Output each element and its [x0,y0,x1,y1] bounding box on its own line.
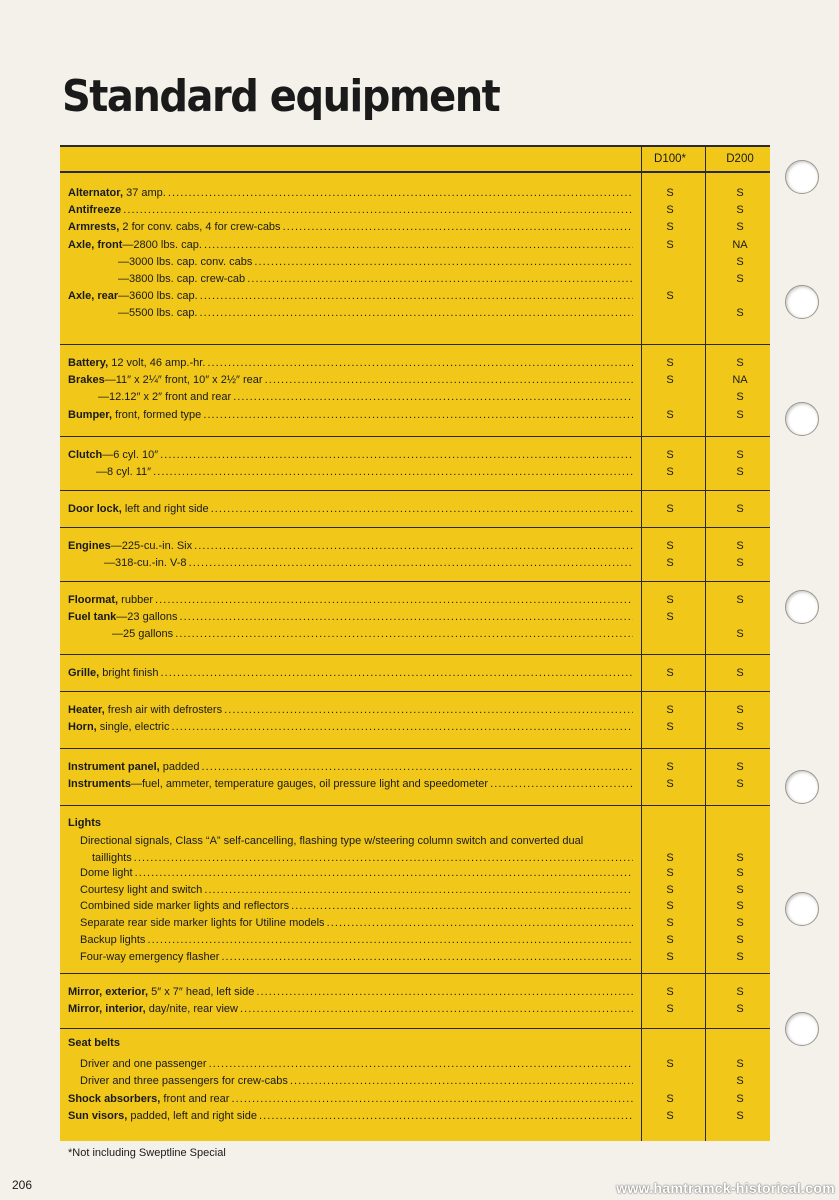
page-number: 206 [12,1178,33,1192]
table-row [60,609,770,626]
table-section [60,437,770,491]
row-text: front and rear [160,1092,230,1105]
d200-value: NA [732,374,748,387]
row-description [68,702,633,719]
row-lead: Armrests, [68,221,120,234]
table-row [60,759,770,776]
row-description [80,1073,633,1090]
row-description [68,372,633,389]
d200-value: S [736,1092,744,1105]
table-row [60,271,770,288]
row-description [104,555,633,572]
d100-value: S [666,290,674,303]
d200-value: S [736,307,744,320]
d200-value: S [736,503,744,515]
row-description [68,665,633,682]
d100-value: S [666,594,674,606]
row-description [68,759,633,776]
table-row [60,592,770,609]
row-text: —25 gallons [112,628,174,641]
footnote: *Not including Sweptline Special [68,1147,226,1159]
binder-hole [785,285,819,319]
row-text: taillights [92,852,132,864]
row-lead: Heater, [68,704,105,716]
table-row [60,447,770,464]
row-description [68,609,633,626]
table-row [60,372,770,389]
row-lead: Battery, [68,357,109,369]
d200-value: S [736,408,744,421]
row-lead: Alternator, [68,187,124,199]
binder-hole [785,590,819,624]
d100-value: S [666,357,674,369]
table-section [60,582,770,655]
d200-value: S [736,1075,744,1088]
row-text: 2 for conv. cabs, 4 for crew-cabs [119,221,281,234]
d200-value: S [736,900,744,912]
row-description [118,271,633,288]
d200-value: S [736,761,744,773]
row-text: —6 cyl. 10″ [102,449,159,461]
d100-value: S [666,778,674,791]
table-row [60,355,770,372]
row-text: Driver and one passenger [80,1058,207,1071]
row-description [118,254,633,271]
d200-value: S [736,466,744,479]
column-divider [641,145,642,1141]
row-text: Directional signals, Class “A” self-cancelling, flashing type w/steering column switch and converted dual [80,835,584,847]
table-row [60,1073,770,1090]
d100-value: S [666,466,674,479]
row-description [68,776,633,793]
row-text: fresh air with defrosters [104,704,223,716]
table-row [60,665,770,682]
table-row [60,898,770,915]
row-description [118,305,633,322]
table-row [60,702,770,719]
row-text: —2800 lbs. cap. [122,238,202,251]
row-text: —fuel, ammeter, temperature gauges, oil pressure light and speedometer [130,778,489,791]
row-description [80,833,633,850]
d100-value: S [666,221,674,234]
d200-value: NA [732,238,748,251]
row-text: Separate rear side marker lights for Utiline models [80,917,325,929]
table-row [60,202,770,219]
table-row [60,555,770,572]
row-description [68,1035,633,1052]
row-description [98,389,633,406]
row-text: —3800 lbs. cap. crew-cab [118,273,246,285]
row-lead: Instruments [68,778,131,791]
table-row [60,237,770,254]
d200-value: S [736,917,744,929]
d200-value: S [736,449,744,461]
row-text: padded, left and right side [127,1109,257,1122]
d100-value: S [666,934,674,946]
d200-value: S [736,721,744,734]
d100-value: S [666,721,674,734]
d200-value: S [736,704,744,716]
row-description [68,237,633,254]
row-lead: Engines [68,540,111,552]
row-description [68,202,633,219]
d200-value: S [736,628,744,641]
row-text: —8 cyl. 11″ [96,466,152,479]
row-description [80,949,633,966]
d100-value: S [666,900,674,912]
row-lead: Lights [68,817,101,829]
d200-value: S [736,273,744,285]
d100-value: S [666,187,674,199]
table-row [60,865,770,882]
row-description [68,719,633,736]
d200-value: S [736,221,744,234]
table-row [60,1001,770,1018]
d100-value: S [666,611,674,624]
row-lead: Shock absorbers, [68,1092,161,1105]
row-text: bright finish [99,667,159,679]
row-description [68,984,633,1001]
d100-value: S [666,1003,674,1016]
row-description [112,626,633,643]
row-text: Four-way emergency flasher [80,951,220,963]
table-row [60,776,770,793]
row-text: —11″ x 2¼″ front, 10″ x 2½″ rear [104,374,263,387]
watermark: www.hamtramck-historical.com [616,1180,835,1196]
row-description [68,592,633,609]
table-row [60,389,770,406]
d200-value: S [736,255,744,268]
row-lead: Instrument panel, [68,761,160,773]
row-description [80,865,633,882]
row-description [68,185,633,202]
equipment-table [60,145,770,1141]
row-lead: Door lock, [68,503,122,515]
d200-value: S [736,934,744,946]
row-text: Courtesy light and switch [80,884,203,896]
row-description [80,882,633,899]
row-text: —23 gallons [116,611,178,624]
table-section [60,345,770,437]
table-row [60,407,770,424]
row-lead: Fuel tank [68,611,117,624]
table-row [60,626,770,643]
row-text: Driver and three passengers for crew-cabs [80,1075,288,1088]
d100-value: S [666,540,674,552]
binder-hole [785,160,819,194]
d200-value: S [736,884,744,896]
row-text: single, electric [96,721,170,734]
d200-value: S [736,852,744,864]
d100-value: S [666,704,674,716]
table-row [60,833,770,850]
d100-value: S [666,374,674,387]
row-description [68,1091,633,1108]
row-text: —3600 lbs. cap. [118,290,198,303]
d200-value: S [736,187,744,199]
row-lead: Sun visors, [68,1109,128,1122]
table-row [60,932,770,949]
d100-value: S [666,503,674,515]
table-section [60,692,770,749]
row-text: 5″ x 7″ head, left side [148,986,255,998]
table-row [60,185,770,202]
row-description [68,501,633,518]
table-row [60,1035,770,1052]
row-text: —5500 lbs. cap. [118,307,198,320]
table-row [60,1091,770,1108]
row-description [68,1001,633,1018]
d100-value: S [666,867,674,879]
table-row [60,815,770,832]
binder-hole [785,402,819,436]
column-divider [705,145,706,1141]
d100-value: S [666,449,674,461]
row-description [96,464,633,481]
binder-hole [785,892,819,926]
d200-value: S [736,540,744,552]
row-text: 37 amp. [123,187,166,199]
row-text: Backup lights [80,934,146,946]
d100-value: S [666,667,674,679]
row-text: front, formed type [112,408,202,421]
row-lead: Antifreeze [68,204,122,217]
row-description [68,815,633,832]
table-row [60,254,770,271]
table-section [60,974,770,1029]
row-text: rubber [118,594,153,606]
row-lead: Axle, rear [68,290,119,303]
row-text: Combined side marker lights and reflectors [80,900,290,912]
d100-value: S [666,986,674,998]
row-description [68,355,633,372]
row-description [68,407,633,424]
binder-hole [785,1012,819,1046]
row-lead: Seat belts [68,1037,120,1049]
table-row [60,538,770,555]
d100-value: S [666,557,674,570]
row-text: Dome light [80,867,133,879]
d200-value: S [736,951,744,963]
row-text: —12.12″ x 2″ front and rear [98,391,232,404]
row-lead: Mirror, interior, [68,1003,146,1016]
table-row [60,882,770,899]
table-section [60,1029,770,1141]
d100-value: S [666,1109,674,1122]
d200-value: S [736,1109,744,1122]
table-row [60,288,770,305]
d200-value: S [736,986,744,998]
table-section [60,491,770,528]
table-section [60,806,770,974]
d100-value: S [666,1092,674,1105]
column-header-d100: D100* [654,153,686,165]
d200-value: S [736,667,744,679]
d100-value: S [666,204,674,217]
row-lead: Grille, [68,667,100,679]
table-row [60,219,770,236]
table-row [60,501,770,518]
d200-value: S [736,357,744,369]
table-row [60,1108,770,1125]
row-description [80,915,633,932]
row-lead: Axle, front [68,238,123,251]
row-text: left and right side [121,503,209,515]
d200-value: S [736,867,744,879]
d100-value: S [666,852,674,864]
row-description [68,1108,633,1125]
row-text: 12 volt, 46 amp.-hr. [108,357,206,369]
column-header-d200: D200 [726,153,754,165]
row-text: day/nite, rear view [145,1003,238,1016]
d200-value: S [736,1003,744,1016]
row-text: —3000 lbs. cap. conv. cabs [118,255,253,268]
row-text: padded [159,761,200,773]
d100-value: S [666,1058,674,1071]
d100-value: S [666,238,674,251]
row-description [68,447,633,464]
row-lead: Horn, [68,721,97,734]
d200-value: S [736,1058,744,1071]
page-title: Standard equipment [62,72,500,122]
row-text: —225-cu.-in. Six [110,540,193,552]
d100-value: S [666,917,674,929]
table-row [60,719,770,736]
row-lead: Mirror, exterior, [68,986,149,998]
row-description [68,538,633,555]
table-section [60,528,770,582]
d100-value: S [666,951,674,963]
table-row [60,984,770,1001]
d200-value: S [736,778,744,791]
row-text: —318-cu.-in. V-8 [104,557,187,570]
d200-value: S [736,391,744,404]
row-lead: Brakes [68,374,105,387]
d100-value: S [666,884,674,896]
row-lead: Floormat, [68,594,119,606]
row-description [68,219,633,236]
table-row [60,1056,770,1073]
row-lead: Bumper, [68,408,113,421]
table-header [60,145,770,173]
row-description [80,898,633,915]
row-description [68,288,633,305]
d200-value: S [736,204,744,217]
d100-value: S [666,408,674,421]
table-row [60,915,770,932]
d200-value: S [736,557,744,570]
table-row [60,305,770,322]
d200-value: S [736,594,744,606]
table-section [60,655,770,692]
table-row [60,949,770,966]
binder-hole [785,770,819,804]
row-description [80,932,633,949]
row-lead: Clutch [68,449,103,461]
d100-value: S [666,761,674,773]
row-description [80,1056,633,1073]
table-section [60,749,770,806]
table-section [60,175,770,345]
table-row [60,464,770,481]
